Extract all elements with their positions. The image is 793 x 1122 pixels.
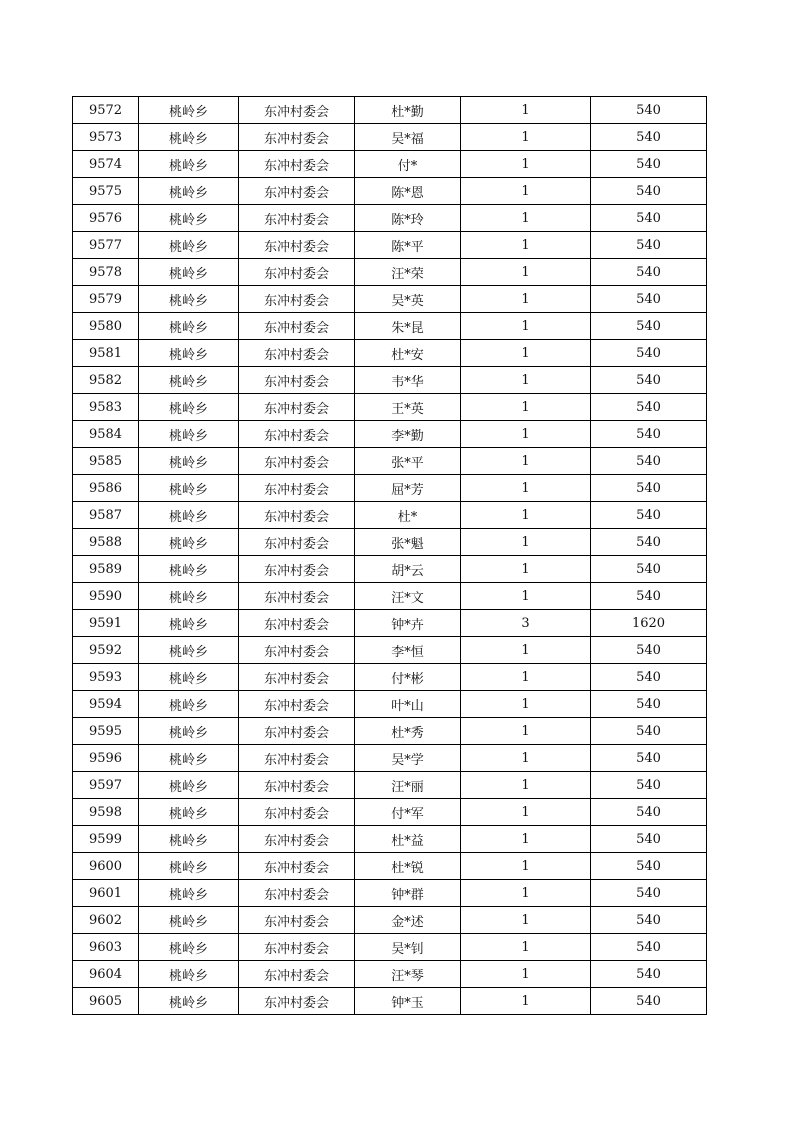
table-row xyxy=(73,394,707,421)
amount-cell: 540 xyxy=(591,799,707,826)
table-row xyxy=(73,502,707,529)
person-name-cell: 付* xyxy=(355,151,461,178)
township-cell: 桃岭乡 xyxy=(139,745,239,772)
amount-cell: 540 xyxy=(591,826,707,853)
amount-cell: 540 xyxy=(591,664,707,691)
person-count-cell: 1 xyxy=(461,664,591,691)
person-name-cell: 陈*恩 xyxy=(355,178,461,205)
person-count-cell: 1 xyxy=(461,178,591,205)
person-count-cell: 3 xyxy=(461,610,591,637)
person-count-cell: 1 xyxy=(461,556,591,583)
township-cell: 桃岭乡 xyxy=(139,475,239,502)
person-count-cell: 1 xyxy=(461,637,591,664)
table-row xyxy=(73,97,707,124)
township-cell: 桃岭乡 xyxy=(139,907,239,934)
amount-cell: 540 xyxy=(591,934,707,961)
township-cell: 桃岭乡 xyxy=(139,367,239,394)
person-count-cell: 1 xyxy=(461,961,591,988)
person-count-cell: 1 xyxy=(461,691,591,718)
village-committee-cell: 东冲村委会 xyxy=(239,934,355,961)
person-name-cell: 朱*昆 xyxy=(355,313,461,340)
person-name-cell: 韦*华 xyxy=(355,367,461,394)
village-committee-cell: 东冲村委会 xyxy=(239,421,355,448)
person-count-cell: 1 xyxy=(461,421,591,448)
row-number-cell: 9604 xyxy=(73,961,139,988)
row-number-cell: 9601 xyxy=(73,880,139,907)
person-count-cell: 1 xyxy=(461,124,591,151)
township-cell: 桃岭乡 xyxy=(139,421,239,448)
row-number-cell: 9577 xyxy=(73,232,139,259)
township-cell: 桃岭乡 xyxy=(139,205,239,232)
township-cell: 桃岭乡 xyxy=(139,124,239,151)
village-committee-cell: 东冲村委会 xyxy=(239,340,355,367)
row-number-cell: 9585 xyxy=(73,448,139,475)
amount-cell: 540 xyxy=(591,988,707,1015)
row-number-cell: 9586 xyxy=(73,475,139,502)
table-row xyxy=(73,934,707,961)
table-row xyxy=(73,826,707,853)
table-row xyxy=(73,259,707,286)
village-committee-cell: 东冲村委会 xyxy=(239,124,355,151)
person-count-cell: 1 xyxy=(461,880,591,907)
amount-cell: 540 xyxy=(591,772,707,799)
village-committee-cell: 东冲村委会 xyxy=(239,448,355,475)
amount-cell: 540 xyxy=(591,448,707,475)
person-name-cell: 李*恒 xyxy=(355,637,461,664)
row-number-cell: 9580 xyxy=(73,313,139,340)
person-count-cell: 1 xyxy=(461,232,591,259)
township-cell: 桃岭乡 xyxy=(139,988,239,1015)
person-count-cell: 1 xyxy=(461,394,591,421)
roster-table-body xyxy=(73,97,707,1015)
table-row xyxy=(73,880,707,907)
amount-cell: 540 xyxy=(591,286,707,313)
amount-cell: 540 xyxy=(591,853,707,880)
amount-cell: 540 xyxy=(591,151,707,178)
amount-cell: 540 xyxy=(591,907,707,934)
row-number-cell: 9593 xyxy=(73,664,139,691)
person-count-cell: 1 xyxy=(461,718,591,745)
person-name-cell: 吴*钊 xyxy=(355,934,461,961)
village-committee-cell: 东冲村委会 xyxy=(239,394,355,421)
person-count-cell: 1 xyxy=(461,97,591,124)
row-number-cell: 9598 xyxy=(73,799,139,826)
village-committee-cell: 东冲村委会 xyxy=(239,961,355,988)
village-committee-cell: 东冲村委会 xyxy=(239,988,355,1015)
person-count-cell: 1 xyxy=(461,583,591,610)
row-number-cell: 9578 xyxy=(73,259,139,286)
amount-cell: 540 xyxy=(591,97,707,124)
table-row xyxy=(73,961,707,988)
person-count-cell: 1 xyxy=(461,934,591,961)
village-committee-cell: 东冲村委会 xyxy=(239,907,355,934)
township-cell: 桃岭乡 xyxy=(139,826,239,853)
township-cell: 桃岭乡 xyxy=(139,286,239,313)
row-number-cell: 9583 xyxy=(73,394,139,421)
village-committee-cell: 东冲村委会 xyxy=(239,772,355,799)
table-row xyxy=(73,718,707,745)
table-row xyxy=(73,286,707,313)
person-count-cell: 1 xyxy=(461,529,591,556)
amount-cell: 540 xyxy=(591,124,707,151)
village-committee-cell: 东冲村委会 xyxy=(239,556,355,583)
amount-cell: 540 xyxy=(591,637,707,664)
table-row xyxy=(73,475,707,502)
row-number-cell: 9576 xyxy=(73,205,139,232)
row-number-cell: 9584 xyxy=(73,421,139,448)
row-number-cell: 9592 xyxy=(73,637,139,664)
person-name-cell: 王*英 xyxy=(355,394,461,421)
person-name-cell: 吴*英 xyxy=(355,286,461,313)
amount-cell: 540 xyxy=(591,583,707,610)
table-row xyxy=(73,124,707,151)
table-row xyxy=(73,313,707,340)
person-name-cell: 李*勤 xyxy=(355,421,461,448)
table-row xyxy=(73,151,707,178)
township-cell: 桃岭乡 xyxy=(139,637,239,664)
row-number-cell: 9587 xyxy=(73,502,139,529)
row-number-cell: 9574 xyxy=(73,151,139,178)
table-row xyxy=(73,637,707,664)
person-name-cell: 张*魁 xyxy=(355,529,461,556)
village-committee-cell: 东冲村委会 xyxy=(239,286,355,313)
village-committee-cell: 东冲村委会 xyxy=(239,691,355,718)
township-cell: 桃岭乡 xyxy=(139,448,239,475)
table-row xyxy=(73,745,707,772)
township-cell: 桃岭乡 xyxy=(139,502,239,529)
table-row xyxy=(73,988,707,1015)
row-number-cell: 9589 xyxy=(73,556,139,583)
amount-cell: 540 xyxy=(591,367,707,394)
person-name-cell: 付*彬 xyxy=(355,664,461,691)
township-cell: 桃岭乡 xyxy=(139,529,239,556)
amount-cell: 540 xyxy=(591,502,707,529)
amount-cell: 540 xyxy=(591,340,707,367)
roster-table xyxy=(72,96,707,1015)
person-name-cell: 屈*芳 xyxy=(355,475,461,502)
person-name-cell: 陈*玲 xyxy=(355,205,461,232)
township-cell: 桃岭乡 xyxy=(139,961,239,988)
village-committee-cell: 东冲村委会 xyxy=(239,718,355,745)
village-committee-cell: 东冲村委会 xyxy=(239,583,355,610)
person-name-cell: 张*平 xyxy=(355,448,461,475)
row-number-cell: 9599 xyxy=(73,826,139,853)
row-number-cell: 9572 xyxy=(73,97,139,124)
village-committee-cell: 东冲村委会 xyxy=(239,178,355,205)
person-name-cell: 杜* xyxy=(355,502,461,529)
township-cell: 桃岭乡 xyxy=(139,151,239,178)
village-committee-cell: 东冲村委会 xyxy=(239,529,355,556)
table-row xyxy=(73,421,707,448)
person-name-cell: 付*军 xyxy=(355,799,461,826)
village-committee-cell: 东冲村委会 xyxy=(239,367,355,394)
amount-cell: 540 xyxy=(591,961,707,988)
table-row xyxy=(73,448,707,475)
table-row xyxy=(73,583,707,610)
person-name-cell: 汪*文 xyxy=(355,583,461,610)
amount-cell: 540 xyxy=(591,880,707,907)
person-name-cell: 汪*丽 xyxy=(355,772,461,799)
amount-cell: 540 xyxy=(591,205,707,232)
village-committee-cell: 东冲村委会 xyxy=(239,853,355,880)
row-number-cell: 9600 xyxy=(73,853,139,880)
person-name-cell: 杜*安 xyxy=(355,340,461,367)
township-cell: 桃岭乡 xyxy=(139,556,239,583)
amount-cell: 540 xyxy=(591,421,707,448)
table-row xyxy=(73,205,707,232)
township-cell: 桃岭乡 xyxy=(139,313,239,340)
table-row xyxy=(73,529,707,556)
person-count-cell: 1 xyxy=(461,826,591,853)
amount-cell: 540 xyxy=(591,718,707,745)
village-committee-cell: 东冲村委会 xyxy=(239,880,355,907)
person-count-cell: 1 xyxy=(461,340,591,367)
person-name-cell: 胡*云 xyxy=(355,556,461,583)
person-name-cell: 杜*锐 xyxy=(355,853,461,880)
person-count-cell: 1 xyxy=(461,313,591,340)
township-cell: 桃岭乡 xyxy=(139,394,239,421)
person-name-cell: 杜*益 xyxy=(355,826,461,853)
person-count-cell: 1 xyxy=(461,205,591,232)
person-name-cell: 钟*玉 xyxy=(355,988,461,1015)
township-cell: 桃岭乡 xyxy=(139,880,239,907)
township-cell: 桃岭乡 xyxy=(139,718,239,745)
amount-cell: 1620 xyxy=(591,610,707,637)
table-row xyxy=(73,232,707,259)
table-row xyxy=(73,610,707,637)
person-count-cell: 1 xyxy=(461,448,591,475)
village-committee-cell: 东冲村委会 xyxy=(239,745,355,772)
table-row xyxy=(73,556,707,583)
village-committee-cell: 东冲村委会 xyxy=(239,637,355,664)
village-committee-cell: 东冲村委会 xyxy=(239,502,355,529)
table-row xyxy=(73,664,707,691)
village-committee-cell: 东冲村委会 xyxy=(239,205,355,232)
row-number-cell: 9588 xyxy=(73,529,139,556)
table-row xyxy=(73,907,707,934)
village-committee-cell: 东冲村委会 xyxy=(239,799,355,826)
amount-cell: 540 xyxy=(591,313,707,340)
person-count-cell: 1 xyxy=(461,853,591,880)
person-name-cell: 汪*琴 xyxy=(355,961,461,988)
person-name-cell: 钟*群 xyxy=(355,880,461,907)
person-name-cell: 吴*福 xyxy=(355,124,461,151)
table-row xyxy=(73,691,707,718)
township-cell: 桃岭乡 xyxy=(139,97,239,124)
row-number-cell: 9605 xyxy=(73,988,139,1015)
village-committee-cell: 东冲村委会 xyxy=(239,475,355,502)
amount-cell: 540 xyxy=(591,232,707,259)
person-count-cell: 1 xyxy=(461,151,591,178)
amount-cell: 540 xyxy=(591,394,707,421)
village-committee-cell: 东冲村委会 xyxy=(239,610,355,637)
row-number-cell: 9595 xyxy=(73,718,139,745)
village-committee-cell: 东冲村委会 xyxy=(239,826,355,853)
township-cell: 桃岭乡 xyxy=(139,691,239,718)
person-count-cell: 1 xyxy=(461,286,591,313)
township-cell: 桃岭乡 xyxy=(139,259,239,286)
amount-cell: 540 xyxy=(591,259,707,286)
amount-cell: 540 xyxy=(591,745,707,772)
table-row xyxy=(73,853,707,880)
village-committee-cell: 东冲村委会 xyxy=(239,259,355,286)
row-number-cell: 9596 xyxy=(73,745,139,772)
township-cell: 桃岭乡 xyxy=(139,232,239,259)
row-number-cell: 9575 xyxy=(73,178,139,205)
table-row xyxy=(73,367,707,394)
person-name-cell: 金*述 xyxy=(355,907,461,934)
township-cell: 桃岭乡 xyxy=(139,853,239,880)
person-count-cell: 1 xyxy=(461,907,591,934)
village-committee-cell: 东冲村委会 xyxy=(239,313,355,340)
person-count-cell: 1 xyxy=(461,367,591,394)
person-count-cell: 1 xyxy=(461,259,591,286)
person-count-cell: 1 xyxy=(461,475,591,502)
village-committee-cell: 东冲村委会 xyxy=(239,232,355,259)
person-name-cell: 叶*山 xyxy=(355,691,461,718)
person-count-cell: 1 xyxy=(461,502,591,529)
township-cell: 桃岭乡 xyxy=(139,610,239,637)
person-count-cell: 1 xyxy=(461,745,591,772)
amount-cell: 540 xyxy=(591,529,707,556)
row-number-cell: 9603 xyxy=(73,934,139,961)
table-row xyxy=(73,772,707,799)
township-cell: 桃岭乡 xyxy=(139,772,239,799)
village-committee-cell: 东冲村委会 xyxy=(239,664,355,691)
amount-cell: 540 xyxy=(591,178,707,205)
village-committee-cell: 东冲村委会 xyxy=(239,97,355,124)
person-name-cell: 杜*勤 xyxy=(355,97,461,124)
row-number-cell: 9590 xyxy=(73,583,139,610)
row-number-cell: 9594 xyxy=(73,691,139,718)
person-name-cell: 汪*荣 xyxy=(355,259,461,286)
township-cell: 桃岭乡 xyxy=(139,934,239,961)
row-number-cell: 9602 xyxy=(73,907,139,934)
person-count-cell: 1 xyxy=(461,988,591,1015)
township-cell: 桃岭乡 xyxy=(139,178,239,205)
table-row xyxy=(73,340,707,367)
table-row xyxy=(73,799,707,826)
row-number-cell: 9591 xyxy=(73,610,139,637)
row-number-cell: 9581 xyxy=(73,340,139,367)
row-number-cell: 9597 xyxy=(73,772,139,799)
row-number-cell: 9579 xyxy=(73,286,139,313)
township-cell: 桃岭乡 xyxy=(139,340,239,367)
person-name-cell: 钟*卉 xyxy=(355,610,461,637)
amount-cell: 540 xyxy=(591,556,707,583)
amount-cell: 540 xyxy=(591,475,707,502)
person-count-cell: 1 xyxy=(461,799,591,826)
township-cell: 桃岭乡 xyxy=(139,799,239,826)
village-committee-cell: 东冲村委会 xyxy=(239,151,355,178)
row-number-cell: 9582 xyxy=(73,367,139,394)
person-name-cell: 吴*学 xyxy=(355,745,461,772)
person-count-cell: 1 xyxy=(461,772,591,799)
township-cell: 桃岭乡 xyxy=(139,664,239,691)
row-number-cell: 9573 xyxy=(73,124,139,151)
person-name-cell: 陈*平 xyxy=(355,232,461,259)
person-name-cell: 杜*秀 xyxy=(355,718,461,745)
township-cell: 桃岭乡 xyxy=(139,583,239,610)
table-row xyxy=(73,178,707,205)
amount-cell: 540 xyxy=(591,691,707,718)
